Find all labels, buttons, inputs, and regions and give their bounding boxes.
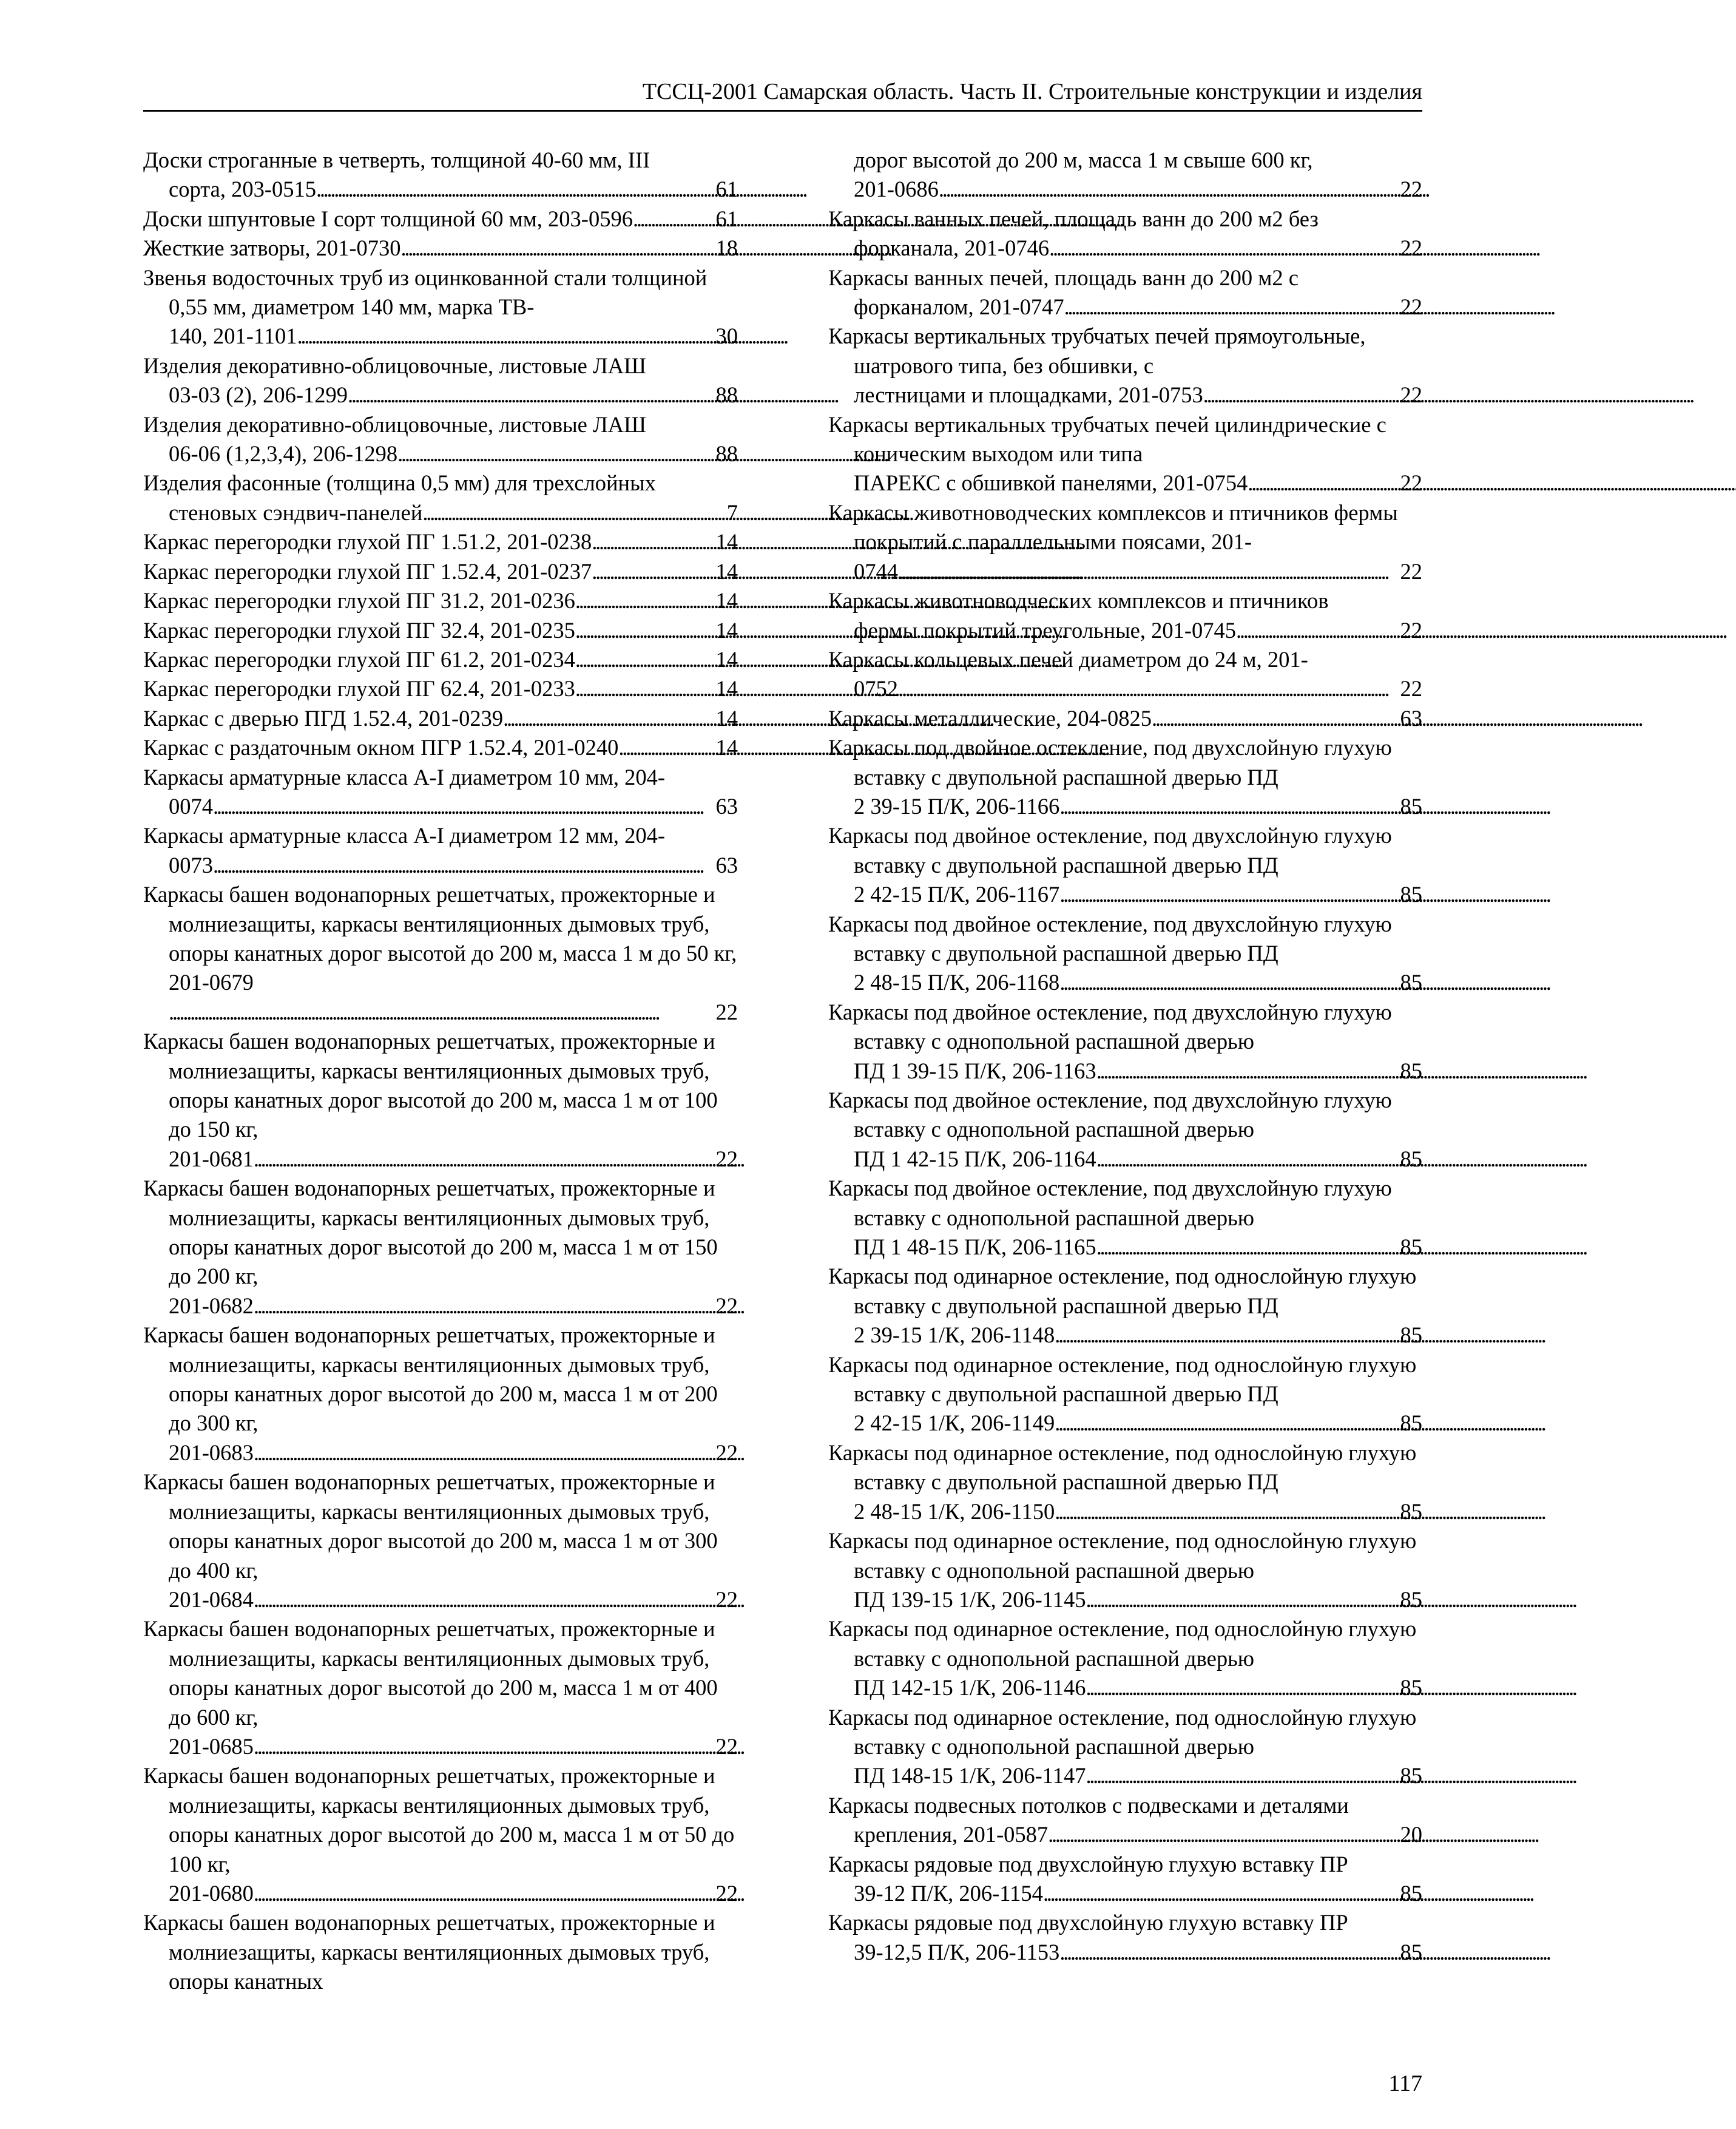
index-entry-tail: сорта, 203-0515 <box>169 177 316 202</box>
index-page-ref: 14 <box>715 558 738 584</box>
index-entry <box>828 1526 1422 1614</box>
index-entry-tail: 0744 <box>854 558 898 584</box>
index-page-ref: 61 <box>715 177 738 202</box>
index-entry-tail: 201-0685 <box>169 1733 254 1759</box>
dot-leader <box>316 175 714 204</box>
index-page-ref: 63 <box>1400 705 1422 731</box>
index-entry <box>828 733 1422 821</box>
index-entry-tail: 2 48-15 П/К, 206-1168 <box>854 970 1060 995</box>
index-page-ref: 85 <box>1400 1880 1422 1906</box>
index-entry-text: Каркасы башен водонапорных решетчатых, прожекторные и молниезащиты, каркасы вентиляционных дымовых труб, опоры канатных дорог высотой до 200 м, масса 1 м от 150 до 200 кг, <box>143 1176 718 1289</box>
index-entry-tail: ПД 142-15 1/К, 206-1146 <box>854 1675 1086 1701</box>
index-entry-tail: Каркас перегородки глухой ПГ 61.2, 201-0234 <box>143 646 575 672</box>
index-entry-tail: Каркас перегородки глухой ПГ 62.4, 201-0233 <box>143 676 575 702</box>
index-entry-tail: Каркас перегородки глухой ПГ 32.4, 201-0235 <box>143 617 575 643</box>
dot-leader <box>254 1585 714 1614</box>
index-entry <box>143 410 738 469</box>
dot-leader <box>575 616 714 645</box>
index-entry-tail: Жесткие затворы, 201-0730 <box>143 235 401 261</box>
dot-leader <box>401 234 714 263</box>
index-entry <box>828 821 1422 909</box>
index-page-ref: 22 <box>715 1146 738 1171</box>
index-entry <box>143 469 738 527</box>
index-entry-text: Каркасы под одинарное остекление, под однослойную глухую вставку с однопольной распашной дверью <box>828 1616 1417 1671</box>
index-entry <box>143 586 738 615</box>
index-page-ref: 14 <box>715 676 738 702</box>
index-entry <box>143 557 738 586</box>
dot-leader <box>254 1438 714 1467</box>
index-entry <box>828 146 1422 205</box>
dot-leader <box>1086 1673 1397 1702</box>
index-page-ref: 63 <box>715 852 738 878</box>
dot-leader <box>397 439 713 469</box>
dot-leader <box>1059 968 1397 997</box>
dot-leader <box>1086 1761 1397 1790</box>
dot-leader <box>898 557 1398 586</box>
index-entry-tail: ПД 1 48-15 П/К, 206-1165 <box>854 1234 1096 1260</box>
index-entry-tail: 2 42-15 П/К, 206-1167 <box>854 882 1060 907</box>
index-entry-text: Каркасы вертикальных трубчатых печей прямоугольные, шатрового типа, без обшивки, с <box>828 323 1366 378</box>
index-page-ref: 85 <box>1400 1146 1422 1171</box>
index-entry <box>828 1703 1422 1791</box>
index-page-ref: 88 <box>715 382 738 408</box>
dot-leader <box>1064 293 1398 322</box>
index-entry <box>828 910 1422 998</box>
dot-leader <box>169 998 714 1027</box>
dot-leader <box>1059 792 1397 821</box>
index-page-ref: 85 <box>1400 1498 1422 1524</box>
index-entry <box>828 704 1422 733</box>
index-entry-text: Каркасы арматурные класса А-I диаметром 10 мм, 204- <box>143 764 666 790</box>
dot-leader <box>254 1291 714 1321</box>
dot-leader <box>254 1145 714 1174</box>
index-entry <box>143 263 738 351</box>
index-page-ref: 85 <box>1400 1234 1422 1260</box>
header-rule <box>143 110 1422 112</box>
index-page-ref: 18 <box>715 235 738 261</box>
dot-leader <box>254 1732 714 1761</box>
index-entry <box>143 1761 738 1908</box>
index-entry-tail: Каркас с дверью ПГД 1.52.4, 201-0239 <box>143 705 504 731</box>
index-page-ref: 30 <box>715 323 738 349</box>
index-entry-tail: Доски шпунтовые I сорт толщиной 60 мм, 203-0596 <box>143 206 633 231</box>
index-entry-text: Каркасы арматурные класса А-I диаметром 12 мм, 204- <box>143 823 666 848</box>
index-entry-text: Каркасы под двойное остекление, под двухслойную глухую вставку с двупольной распашной дверью ПД <box>828 735 1392 790</box>
index-entry-text: Каркасы ванных печей, площадь ванн до 200 м2 без <box>828 206 1319 231</box>
dot-leader <box>592 527 713 557</box>
index-entry-text: Каркасы башен водонапорных решетчатых, прожекторные и молниезащиты, каркасы вентиляционных дымовых труб, опоры канатных дорог высотой до 200 м, масса 1 м от 400 до 600 кг, <box>143 1616 718 1730</box>
index-entry-text: Изделия декоративно-облицовочные, листовые ЛАШ <box>143 353 646 378</box>
index-entry <box>143 733 738 762</box>
index-entry-text: Каркасы под двойное остекление, под двухслойную глухую вставку с однопольной распашной дверью <box>828 999 1392 1054</box>
index-entry-tail: крепления, 201-0587 <box>854 1822 1049 1847</box>
index-entry <box>828 263 1422 322</box>
index-entry-tail: 03-03 (2), 206-1299 <box>169 382 348 408</box>
index-entry-tail: 201-0681 <box>169 1146 254 1171</box>
dot-leader <box>1043 1879 1398 1908</box>
index-entry <box>143 234 738 263</box>
index-entry-tail: ПД 148-15 1/К, 206-1147 <box>854 1763 1086 1789</box>
index-entry <box>143 351 738 410</box>
index-entry <box>143 1174 738 1321</box>
index-entry-text: Каркасы под одинарное остекление, под однослойную глухую вставку с однопольной распашной дверью <box>828 1704 1417 1759</box>
index-entry-tail: 201-0686 <box>854 177 939 202</box>
index-entry <box>143 1614 738 1761</box>
index-page-ref: 85 <box>1400 793 1422 819</box>
index-entry <box>828 645 1422 704</box>
index-page-ref: 85 <box>1400 1410 1422 1436</box>
index-page-ref: 22 <box>1400 470 1422 496</box>
dot-leader <box>213 792 714 821</box>
index-page-ref: 22 <box>715 1293 738 1318</box>
index-column-left <box>143 146 738 1997</box>
dot-leader <box>1152 704 1397 733</box>
index-entry-text: Каркасы под одинарное остекление, под однослойную глухую вставку с двупольной распашной дверью ПД <box>828 1264 1417 1318</box>
index-page-ref: 22 <box>715 1586 738 1612</box>
index-entry-tail: форканалом, 201-0747 <box>854 294 1064 320</box>
index-entry <box>143 146 738 205</box>
index-entry-text: Звенья водосточных труб из оцинкованной стали толщиной 0,55 мм, диаметром 140 мм, марка ТВ- <box>143 265 708 320</box>
index-entry-tail: 2 42-15 1/К, 206-1149 <box>854 1410 1055 1436</box>
index-entry-text: Каркасы башен водонапорных решетчатых, прожекторные и молниезащиты, каркасы вентиляционных дымовых труб, опоры канатных дорог высотой до 200 м, масса 1 м от 200 до 300 кг, <box>143 1322 718 1436</box>
index-entry-tail: 39-12,5 П/К, 206-1153 <box>854 1939 1060 1965</box>
index-page-ref: 61 <box>715 206 738 231</box>
index-page-ref: 85 <box>1400 970 1422 995</box>
index-entry-tail: 140, 201-1101 <box>169 323 297 349</box>
index-entry <box>828 1438 1422 1526</box>
index-page-ref: 14 <box>715 705 738 731</box>
dot-leader <box>1096 1233 1398 1262</box>
index-entry-text: Каркасы башен водонапорных решетчатых, прожекторные и молниезащиты, каркасы вентиляционных дымовых труб, опоры канатных <box>143 1910 715 1994</box>
index-entry-tail: фермы покрытий треугольные, 201-0745 <box>854 617 1237 643</box>
index-entry <box>143 674 738 703</box>
dot-leader <box>898 674 1398 703</box>
index-entry <box>828 410 1422 498</box>
index-page-ref: 22 <box>1400 382 1422 408</box>
index-entry-tail: 2 39-15 1/К, 206-1148 <box>854 1322 1055 1348</box>
index-page-ref: 85 <box>1400 1763 1422 1789</box>
index-entry <box>828 1791 1422 1850</box>
index-entry-tail: 201-0680 <box>169 1880 254 1906</box>
index-entry-text: Каркасы рядовые под двухслойную глухую вставку ПР <box>828 1851 1348 1877</box>
index-page-ref: 85 <box>1400 1586 1422 1612</box>
index-page-ref: 22 <box>715 1733 738 1759</box>
index-entry-tail: Каркас перегородки глухой ПГ 1.51.2, 201-0238 <box>143 529 592 555</box>
index-entry-tail: 0074 <box>169 793 213 819</box>
index-entry <box>828 1850 1422 1909</box>
index-page-ref: 22 <box>1400 177 1422 202</box>
index-entry <box>143 527 738 557</box>
index-page-ref: 85 <box>1400 1058 1422 1083</box>
dot-leader <box>1248 469 1397 498</box>
dot-leader <box>618 733 713 762</box>
index-entry-text: Изделия фасонные (толщина 0,5 мм) для трехслойных <box>143 470 656 496</box>
index-entry <box>828 586 1422 645</box>
index-entry-tail: Каркас перегородки глухой ПГ 1.52.4, 201-0237 <box>143 558 592 584</box>
index-entry-tail: 201-0683 <box>169 1440 254 1465</box>
index-entry <box>143 205 738 234</box>
index-entry <box>143 616 738 645</box>
index-entry <box>828 205 1422 263</box>
index-entry <box>828 1086 1422 1174</box>
dot-leader <box>297 322 714 351</box>
index-entry-tail: 201-0682 <box>169 1293 254 1318</box>
index-entry <box>143 821 738 880</box>
index-entry-text: Каркасы башен водонапорных решетчатых, прожекторные и молниезащиты, каркасы вентиляционных дымовых труб, опоры канатных дорог высотой до 200 м, масса 1 м от 100 до 150 кг, <box>143 1029 718 1142</box>
index-entry <box>828 322 1422 410</box>
index-entry <box>143 1027 738 1174</box>
index-entry <box>143 645 738 674</box>
index-page-ref: 85 <box>1400 1939 1422 1965</box>
dot-leader <box>633 205 714 234</box>
index-column-right <box>828 146 1422 1967</box>
index-page-ref: 14 <box>715 646 738 672</box>
index-entry-tail: Каркас с раздаточным окном ПГР 1.52.4, 201-0240 <box>143 735 619 760</box>
index-entry-tail: ПД 1 42-15 П/К, 206-1164 <box>854 1146 1096 1171</box>
index-page-ref: 22 <box>1400 617 1422 643</box>
index-entry <box>143 704 738 733</box>
index-entry-tail: форканала, 201-0746 <box>854 235 1050 261</box>
index-entry <box>143 1467 738 1614</box>
index-page-ref: 22 <box>715 1880 738 1906</box>
index-entry-tail: ПАРЕКС с обшивкой панелями, 201-0754 <box>854 470 1248 496</box>
index-page-ref: 63 <box>715 793 738 819</box>
index-entry-text: Каркасы под одинарное остекление, под однослойную глухую вставку с двупольной распашной дверью ПД <box>828 1352 1417 1407</box>
index-entry-text: Каркасы животноводческих комплексов и птичников <box>828 588 1329 614</box>
dot-leader <box>1059 1938 1397 1967</box>
index-page-ref: 85 <box>1400 1322 1422 1348</box>
index-entry-text: Каркасы башен водонапорных решетчатых, прожекторные и молниезащиты, каркасы вентиляционных дымовых труб, опоры канатных дорог высотой до 200 м, масса 1 м от 50 до 100 кг, <box>143 1763 735 1877</box>
index-entry-tail: 2 48-15 1/К, 206-1150 <box>854 1498 1055 1524</box>
index-entry-text: Каркасы под двойное остекление, под двухслойную глухую вставку с однопольной распашной дверью <box>828 1088 1392 1142</box>
dot-leader <box>503 704 713 733</box>
index-page-ref: 22 <box>715 1440 738 1465</box>
index-page-ref: 14 <box>715 529 738 555</box>
index-entry-text: Изделия декоративно-облицовочные, листовые ЛАШ <box>143 411 646 437</box>
dot-leader <box>1055 1409 1397 1438</box>
running-header: ТССЦ-2001 Самарская область. Часть II. Строительные конструкции и изделия <box>642 79 1422 104</box>
index-page-ref: 22 <box>715 999 738 1024</box>
index-entry <box>828 998 1422 1086</box>
dot-leader <box>1203 381 1398 410</box>
index-entry-tail: ПД 139-15 1/К, 206-1145 <box>854 1586 1086 1612</box>
index-entry-tail: 39-12 П/К, 206-1154 <box>854 1880 1043 1906</box>
dot-leader <box>575 586 714 615</box>
index-entry <box>828 498 1422 586</box>
dot-leader <box>213 851 714 880</box>
index-page-ref: 14 <box>715 735 738 760</box>
index-page-ref: 20 <box>1400 1822 1422 1847</box>
dot-leader <box>1236 616 1397 645</box>
dot-leader <box>1096 1057 1398 1086</box>
index-entry-text: Доски строганные в четверть, толщиной 40-60 мм, III <box>143 147 650 172</box>
index-page-ref: 88 <box>715 441 738 467</box>
index-entry-text: Каркасы вертикальных трубчатых печей цилиндрические с коническим выходом или типа <box>828 411 1386 467</box>
index-page-ref: 85 <box>1400 882 1422 907</box>
dot-leader <box>254 1879 714 1908</box>
dot-leader <box>1059 880 1397 909</box>
index-entry-text: Каркасы под одинарное остекление, под однослойную глухую вставку с однопольной распашной дверью <box>828 1528 1417 1583</box>
index-entry-tail: Каркас перегородки глухой ПГ 31.2, 201-0236 <box>143 588 575 614</box>
dot-leader <box>1049 234 1397 263</box>
index-entry <box>828 1174 1422 1262</box>
index-entry-tail: 0752 <box>854 676 898 702</box>
dot-leader <box>939 175 1398 204</box>
index-entry-text: Каркасы подвесных потолков с подвесками и деталями <box>828 1792 1349 1818</box>
index-entry-tail: 201-0684 <box>169 1586 254 1612</box>
index-entry-tail: 06-06 (1,2,3,4), 206-1298 <box>169 441 398 467</box>
dot-leader <box>575 645 714 674</box>
index-entry-text: Каркасы кольцевых печей диаметром до 24 м, 201- <box>828 646 1308 672</box>
index-entry-text: Каркасы под двойное остекление, под двухслойную глухую вставку с двупольной распашной дверью ПД <box>828 823 1392 878</box>
index-page-ref: 22 <box>1400 558 1422 584</box>
dot-leader <box>1086 1585 1397 1614</box>
index-entry-text: Каркасы башен водонапорных решетчатых, прожекторные и молниезащиты, каркасы вентиляционных дымовых труб, опоры канатных дорог высотой до 200 м, масса 1 м от 300 до 400 кг, <box>143 1469 718 1583</box>
index-entry-tail: 2 39-15 П/К, 206-1166 <box>854 793 1060 819</box>
index-page-ref: 22 <box>1400 294 1422 320</box>
index-entry-text: Каркасы под двойное остекление, под двухслойную глухую вставку с однопольной распашной дверью <box>828 1176 1392 1230</box>
dot-leader <box>1055 1497 1397 1526</box>
index-entry <box>143 880 738 1027</box>
index-page-ref: 14 <box>715 588 738 614</box>
dot-leader <box>575 674 714 703</box>
dot-leader <box>1048 1820 1397 1849</box>
index-entry <box>828 1350 1422 1438</box>
index-page-ref: 85 <box>1400 1675 1422 1701</box>
index-entry <box>143 763 738 822</box>
index-entry <box>143 1321 738 1467</box>
index-entry-text: Каркасы под двойное остекление, под двухслойную глухую вставку с двупольной распашной дверью ПД <box>828 911 1392 966</box>
index-page-ref: 14 <box>715 617 738 643</box>
index-entry <box>828 1262 1422 1350</box>
index-entry-text: Каркасы башен водонапорных решетчатых, прожекторные и молниезащиты, каркасы вентиляционных дымовых труб, опоры канатных дорог высотой до 200 м, масса 1 м до 50 кг, 201-0679 <box>143 882 737 995</box>
index-entry-text: дорог высотой до 200 м, масса 1 м свыше 600 кг, <box>854 147 1313 172</box>
index-entry-tail: 0073 <box>169 852 213 878</box>
index-entry <box>828 1614 1422 1702</box>
dot-leader <box>348 381 714 410</box>
index-entry <box>143 1908 738 1996</box>
index-page-ref: 22 <box>1400 676 1422 702</box>
index-page-ref: 22 <box>1400 235 1422 261</box>
index-entry-tail: ПД 1 39-15 П/К, 206-1163 <box>854 1058 1096 1083</box>
dot-leader <box>1055 1321 1397 1350</box>
index-page-ref: 7 <box>726 499 738 525</box>
index-entry-tail: стеновых сэндвич-панелей <box>169 499 423 525</box>
dot-leader <box>592 557 713 586</box>
index-entry-text: Каркасы рядовые под двухслойную глухую вставку ПР <box>828 1910 1348 1935</box>
index-entry-text: Каркасы под одинарное остекление, под однослойную глухую вставку с двупольной распашной дверью ПД <box>828 1440 1417 1495</box>
page-number: 117 <box>1388 2071 1422 2096</box>
index-entry-text: Каркасы ванных печей, площадь ванн до 200 м2 с <box>828 265 1299 290</box>
index-entry-tail: лестницами и площадками, 201-0753 <box>854 382 1203 408</box>
index-entry <box>828 1908 1422 1967</box>
index-entry-tail: Каркасы металлические, 204-0825 <box>828 705 1152 731</box>
dot-leader <box>422 498 724 527</box>
dot-leader <box>1096 1145 1398 1174</box>
index-entry-text: Каркасы животноводческих комплексов и птичников фермы покрытий с параллельными поясами, 201- <box>828 499 1398 555</box>
